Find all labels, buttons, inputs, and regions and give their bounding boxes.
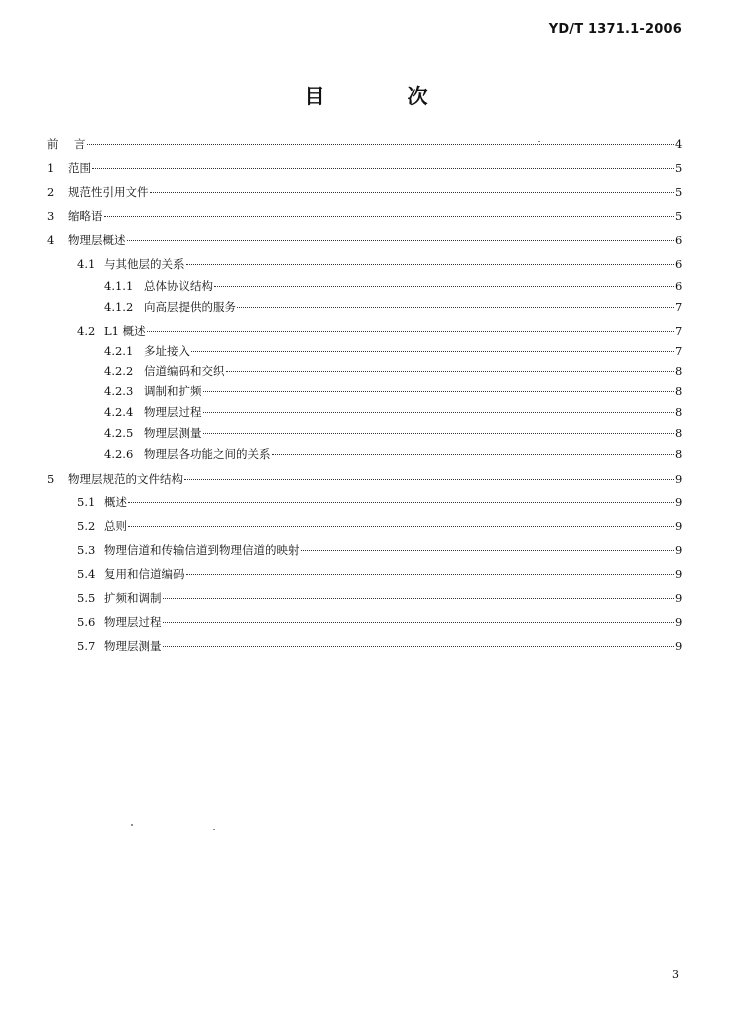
toc-entry-number: 4.2.5: [104, 426, 134, 440]
toc-entry-4-2-1[interactable]: [104, 343, 682, 359]
toc-entry-page: 9: [675, 615, 683, 629]
toc-entry-page: 9: [675, 639, 683, 653]
dot-leader: [203, 433, 675, 434]
dot-leader: [127, 240, 675, 241]
toc-entry-page: 6: [675, 233, 683, 247]
toc-entry-number: 5.3: [77, 543, 96, 557]
toc-entry-page: 8: [675, 384, 683, 398]
toc-entry-title: 扩频和调制: [104, 591, 162, 605]
toc-entry-number: 5.6: [77, 615, 96, 629]
toc-entry-4-1[interactable]: [77, 256, 682, 272]
toc-entry-5-6[interactable]: [77, 614, 682, 630]
toc-entry-number: 5.2: [77, 519, 96, 533]
toc-entry-title: 缩略语: [68, 209, 103, 223]
dot-leader: [92, 168, 674, 169]
toc-entry-5-3[interactable]: [77, 542, 682, 558]
dot-leader: [128, 502, 674, 503]
dot-leader: [184, 479, 674, 480]
toc-entry-title: 向高层提供的服务: [144, 300, 236, 314]
toc-entry-title: L1 概述: [104, 324, 146, 338]
toc-entry-title: 物理信道和传输信道到物理信道的映射: [104, 543, 300, 557]
toc-entry-page: 8: [675, 447, 683, 461]
toc-entry-5-5[interactable]: [77, 590, 682, 606]
toc-entry-number: 5.7: [77, 639, 96, 653]
scan-speck: [538, 141, 540, 142]
toc-entry-page: 6: [675, 279, 683, 293]
document-code: YD/T 1371.1-2006: [548, 22, 682, 37]
toc-entry-4-2-6[interactable]: [104, 446, 682, 462]
toc-entry-title: 调制和扩频: [144, 384, 202, 398]
toc-entry-number: 4.2.1: [104, 344, 134, 358]
dot-leader: [163, 598, 675, 599]
toc-entry-number: 5.4: [77, 567, 96, 581]
dot-leader: [226, 371, 675, 372]
toc-entry-4-2-3[interactable]: [104, 383, 682, 399]
toc-entry-number: 4.1.2: [104, 300, 134, 314]
dot-leader: [203, 412, 675, 413]
toc-entry-4-1-1[interactable]: [104, 278, 682, 294]
dot-leader: [237, 307, 674, 308]
toc-entry-title: 物理层各功能之间的关系: [144, 447, 271, 461]
toc-entry-page: 8: [675, 364, 683, 378]
toc-entry-3[interactable]: [47, 208, 682, 224]
toc-entry-5-2[interactable]: [77, 518, 682, 534]
toc-entry-page: 5: [675, 209, 683, 223]
scan-speck: [131, 824, 133, 826]
toc-entry-5-7[interactable]: [77, 638, 682, 654]
toc-entry-page: 7: [675, 300, 683, 314]
toc-entry-page: 6: [675, 257, 683, 271]
toc-entry-page: 9: [675, 591, 683, 605]
toc-entry-number: 4.2: [77, 324, 96, 338]
toc-entry-5-4[interactable]: [77, 566, 682, 582]
toc-entry-page: 5: [675, 185, 683, 199]
toc-entry-number: 1: [47, 161, 55, 175]
dot-leader: [186, 574, 675, 575]
toc-entry-4[interactable]: [47, 232, 682, 248]
toc-entry-title: 总则: [104, 519, 127, 533]
toc-entry-4-2-5[interactable]: [104, 425, 682, 441]
toc-entry-number: 3: [47, 209, 55, 223]
toc-entry-4-2-4[interactable]: [104, 404, 682, 420]
dot-leader: [104, 216, 675, 217]
toc-entry-page: 5: [675, 161, 683, 175]
toc-entry-number: 前: [47, 137, 59, 151]
toc-entry-title: 规范性引用文件: [68, 185, 149, 199]
toc-entry-5[interactable]: [47, 471, 682, 487]
toc-entry-number: 4.2.6: [104, 447, 134, 461]
toc-entry-title: 总体协议结构: [144, 279, 213, 293]
toc-entry-page: 9: [675, 543, 683, 557]
toc-entry-title: 范围: [68, 161, 91, 175]
toc-entry-page: 8: [675, 405, 683, 419]
toc-entry-number: 4.2.3: [104, 384, 134, 398]
toc-entry-title: 言: [74, 137, 86, 151]
dot-leader: [186, 264, 675, 265]
toc-entry-number: 4.1: [77, 257, 96, 271]
toc-entry-title: 复用和信道编码: [104, 567, 185, 581]
toc-entry-page: 4: [675, 137, 683, 151]
dot-leader: [272, 454, 675, 455]
toc-entry-2[interactable]: [47, 184, 682, 200]
toc-entry-page: 8: [675, 426, 683, 440]
toc-entry-4-2-2[interactable]: [104, 363, 682, 379]
toc-entry-page: 7: [675, 344, 683, 358]
toc-entry-title: 物理层测量: [144, 426, 202, 440]
toc-entry-4-1-2[interactable]: [104, 299, 682, 315]
toc-entry-number: 4.2.2: [104, 364, 134, 378]
toc-entry-page: 7: [675, 324, 683, 338]
toc-entry-number: 4.2.4: [104, 405, 134, 419]
toc-entry-title: 概述: [104, 495, 127, 509]
toc-entry-title: 物理层概述: [68, 233, 126, 247]
dot-leader: [214, 286, 674, 287]
toc-entry-number: 5.5: [77, 591, 96, 605]
toc-entry-title: 物理层过程: [104, 615, 162, 629]
dot-leader: [163, 646, 675, 647]
dot-leader: [163, 622, 675, 623]
toc-entry-page: 9: [675, 519, 683, 533]
toc-entry-number: 5.1: [77, 495, 96, 509]
toc-entry-title: 物理层规范的文件结构: [68, 472, 183, 486]
dot-leader: [203, 391, 675, 392]
toc-entry-title: 物理层过程: [144, 405, 202, 419]
scan-speck: [213, 829, 215, 830]
toc-entry-number: 2: [47, 185, 55, 199]
dot-leader: [128, 526, 674, 527]
page-title: 目 次: [304, 84, 466, 108]
toc-entry-4-2[interactable]: [77, 323, 682, 339]
toc-entry-page: 9: [675, 567, 683, 581]
toc-entry-number: 5: [47, 472, 55, 486]
toc-entry-number: 4.1.1: [104, 279, 134, 293]
toc-entry-title: 与其他层的关系: [104, 257, 185, 271]
toc-entry-number: 4: [47, 233, 55, 247]
dot-leader: [191, 351, 674, 352]
dot-leader: [150, 192, 675, 193]
dot-leader: [147, 331, 674, 332]
toc-entry-title: 物理层测量: [104, 639, 162, 653]
toc-entry-title: 信道编码和交织: [144, 364, 225, 378]
page-number: 3: [672, 968, 679, 981]
toc-entry-page: 9: [675, 495, 683, 509]
dot-leader: [87, 144, 675, 145]
toc-entry-title: 多址接入: [144, 344, 190, 358]
toc-entry-5-1[interactable]: [77, 494, 682, 510]
dot-leader: [301, 550, 675, 551]
toc-entry-page: 9: [675, 472, 683, 486]
toc-entry-1[interactable]: [47, 160, 682, 176]
toc-entry-foreword[interactable]: [47, 136, 682, 152]
